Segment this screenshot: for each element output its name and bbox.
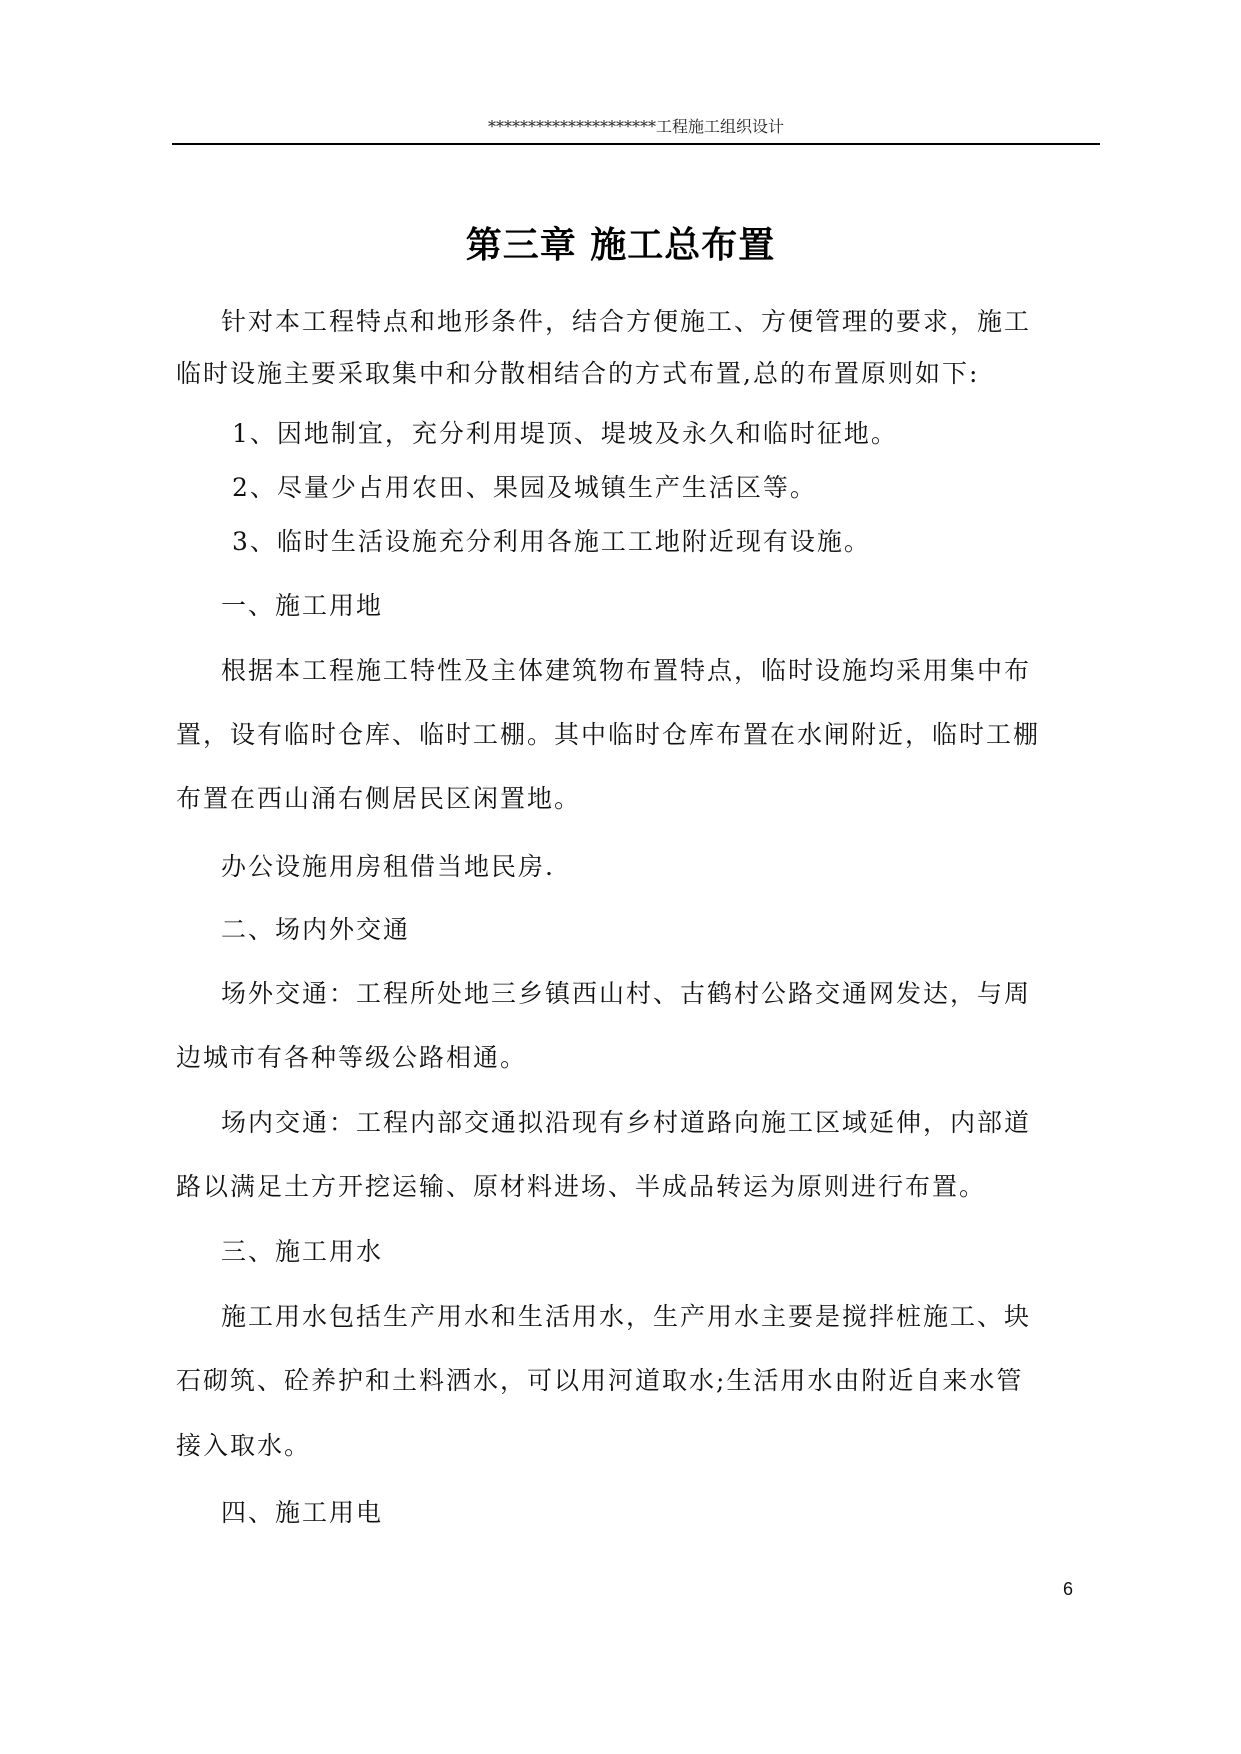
section-1-para-line-1: 根据本工程施工特性及主体建筑物布置特点，临时设施均采用集中布 — [221, 656, 1032, 685]
section-1-para-line-2: 置，设有临时仓库、临时工棚。其中临时仓库布置在水闸附近，临时工棚 — [176, 720, 1041, 749]
intro-line-1: 针对本工程特点和地形条件，结合方便施工、方便管理的要求，施工 — [221, 307, 1032, 336]
running-header: *********************工程施工组织设计 — [487, 117, 784, 136]
section-2-para-2-line-1: 场内交通：工程内部交通拟沿现有乡村道路向施工区域延伸，内部道 — [221, 1108, 1032, 1137]
page-number: 6 — [1063, 1579, 1074, 1599]
section-3-heading: 三、施工用水 — [221, 1237, 384, 1266]
section-2-para-1-line-2: 边城市有各种等级公路相通。 — [176, 1043, 528, 1072]
intro-line-2: 临时设施主要采取集中和分散相结合的方式布置,总的布置原则如下: — [176, 359, 980, 388]
section-2-para-2-line-2: 路以满足土方开挖运输、原材料进场、半成品转运为原则进行布置。 — [176, 1172, 987, 1201]
section-4-heading: 四、施工用电 — [221, 1498, 384, 1527]
principle-item-2: 2、尽量少占用农田、果园及城镇生产生活区等。 — [232, 473, 817, 502]
section-2-heading: 二、场内外交通 — [221, 915, 411, 944]
section-3-para-line-2: 石砌筑、砼养护和土料洒水，可以用河道取水;生活用水由附近自来水管 — [176, 1366, 1024, 1395]
chapter-title: 第三章 施工总布置 — [465, 225, 776, 266]
principle-item-1: 1、因地制宜，充分利用堤顶、堤坡及永久和临时征地。 — [232, 419, 898, 448]
section-3-para-line-3: 接入取水。 — [176, 1431, 312, 1460]
section-1-para-2: 办公设施用房租借当地民房. — [221, 852, 555, 881]
section-1-para-line-3: 布置在西山涌右侧居民区闲置地。 — [176, 784, 582, 813]
section-2-para-1-line-1: 场外交通：工程所处地三乡镇西山村、古鹤村公路交通网发达，与周 — [221, 979, 1032, 1008]
section-1-heading: 一、施工用地 — [221, 591, 384, 620]
header-rule — [172, 143, 1100, 145]
principle-item-3: 3、临时生活设施充分利用各施工工地附近现有设施。 — [232, 527, 871, 556]
section-3-para-line-1: 施工用水包括生产用水和生活用水，生产用水主要是搅拌桩施工、块 — [221, 1302, 1032, 1331]
